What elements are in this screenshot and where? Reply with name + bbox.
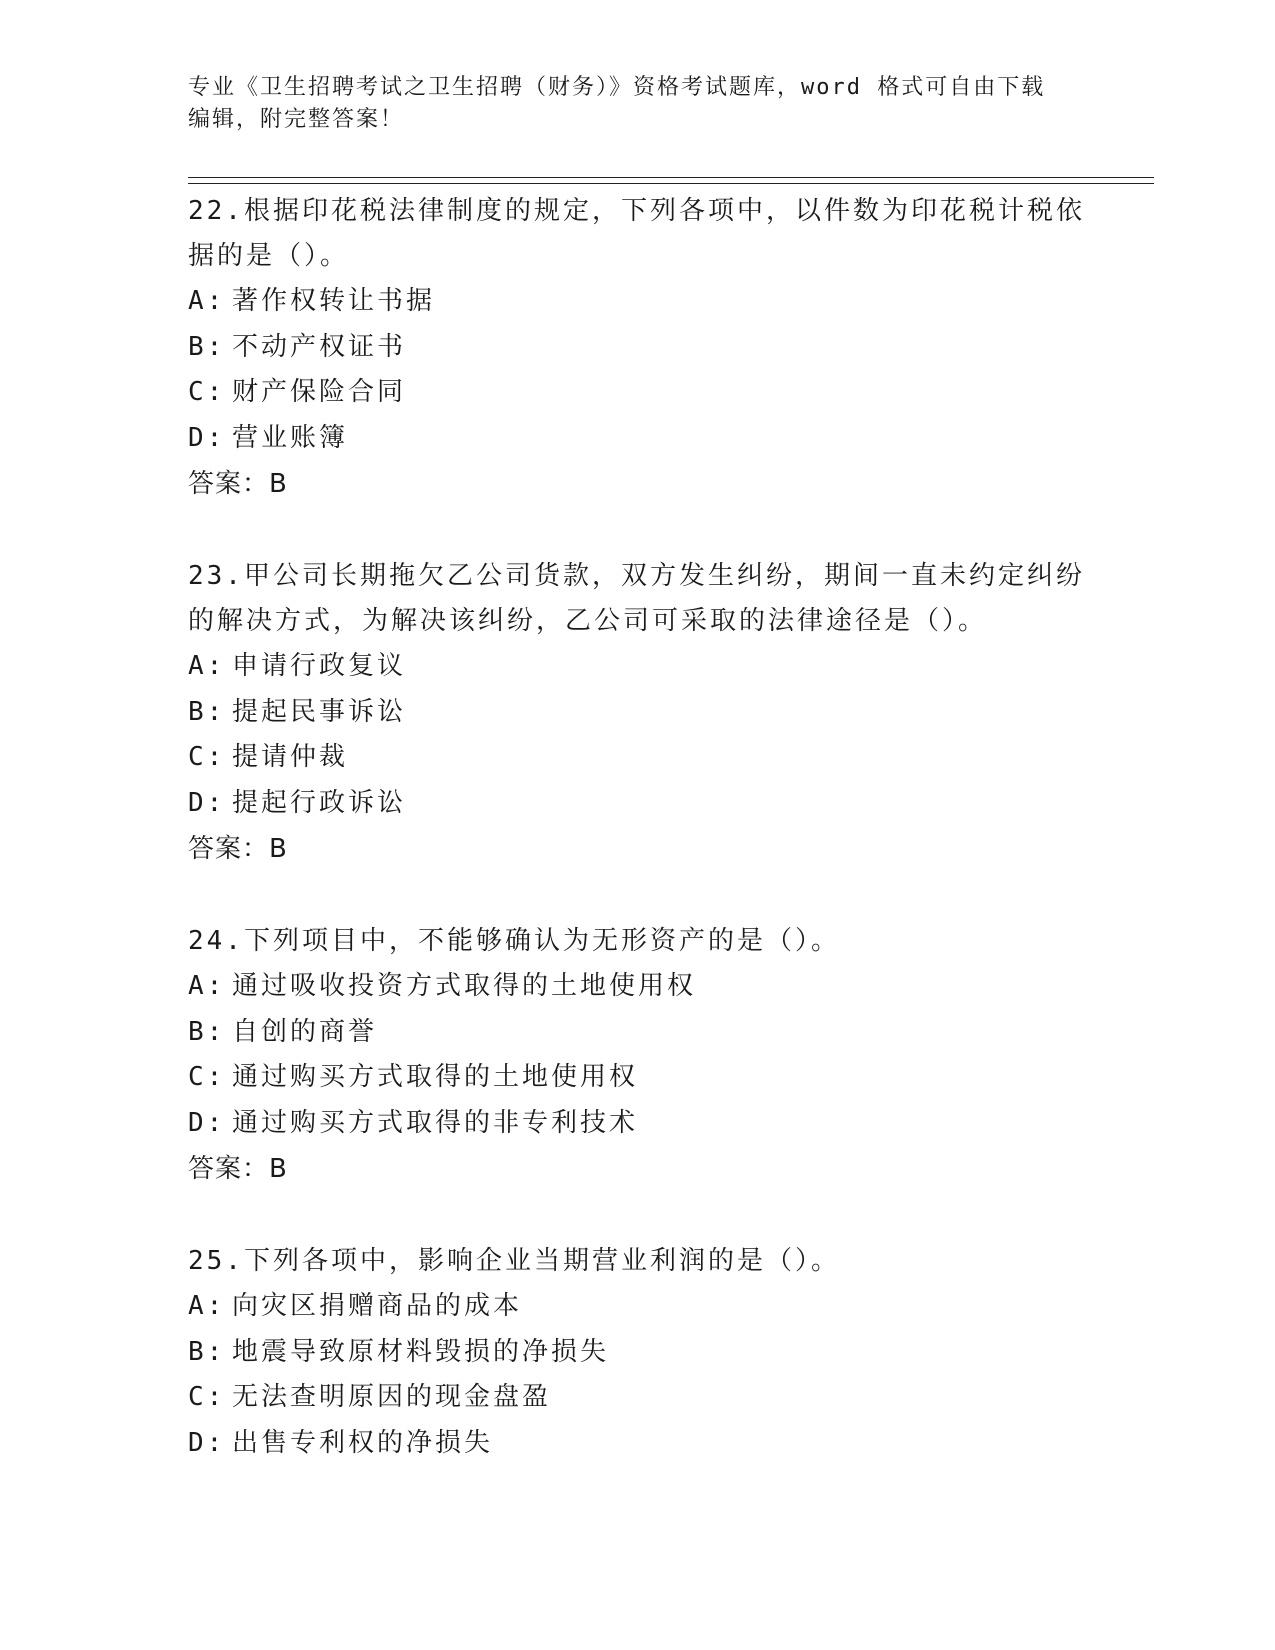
option-letter: C:	[188, 1062, 226, 1092]
option-text: 营业账簿	[232, 422, 349, 453]
option-text: 提起行政诉讼	[232, 787, 407, 818]
option-text: 通过吸收投资方式取得的土地使用权	[232, 971, 697, 1001]
option-text: 向灾区捐赠商品的成本	[232, 1291, 523, 1321]
option-c	[188, 1375, 1088, 1421]
option-text: 申请行政复议	[232, 651, 407, 681]
answer-label: 答案：B	[188, 469, 288, 499]
option-letter: D:	[188, 787, 226, 818]
option-b	[188, 1010, 1088, 1056]
header-divider-top	[188, 177, 1154, 178]
option-letter: C:	[188, 377, 226, 407]
option-letter: B:	[188, 331, 226, 362]
option-d	[188, 781, 1088, 827]
question-24	[188, 919, 1088, 1192]
question-stem-line-1: 24.下列项目中，不能够确认为无形资产的是（）。	[188, 926, 840, 956]
option-text: 不动产权证书	[232, 331, 407, 362]
answer-label: 答案：B	[188, 834, 288, 864]
question-stem-line-1: 23.甲公司长期拖欠乙公司货款，双方发生纠纷，期间一直未约定纠纷	[188, 561, 1085, 591]
option-letter: C:	[188, 742, 226, 772]
option-letter: A:	[188, 651, 226, 681]
option-text: 出售专利权的净损失	[232, 1427, 494, 1458]
option-letter: D:	[188, 422, 226, 453]
option-c	[188, 370, 1088, 416]
option-letter: B:	[188, 1336, 226, 1367]
answer-label: 答案：B	[188, 1154, 288, 1184]
header-divider-bottom	[188, 183, 1154, 184]
option-d	[188, 1421, 1088, 1467]
question-22	[188, 189, 1088, 507]
document-header	[188, 72, 1068, 136]
header-line-2: 编辑，附完整答案！	[188, 107, 405, 132]
option-text: 提起民事诉讼	[232, 696, 407, 727]
option-letter: C:	[188, 1382, 226, 1412]
header-line-1: 专业《卫生招聘考试之卫生招聘（财务）》资格考试题库，word 格式可自由下载	[188, 75, 1046, 100]
option-text: 通过购买方式取得的非专利技术	[232, 1107, 639, 1138]
option-text: 财产保险合同	[232, 377, 407, 407]
option-b	[188, 325, 1088, 371]
question-stem-line-2: 据的是（）。	[188, 241, 350, 271]
question-stem-line-2: 的解决方式，为解决该纠纷，乙公司可采取的法律途径是（）。	[188, 606, 988, 636]
option-letter: A:	[188, 1291, 226, 1321]
question-stem-line-1: 22.根据印花税法律制度的规定，下列各项中，以件数为印花税计税依	[188, 196, 1085, 226]
question-23	[188, 554, 1088, 872]
question-25	[188, 1239, 1088, 1466]
option-b	[188, 1330, 1088, 1376]
option-a	[188, 644, 1088, 690]
option-letter: A:	[188, 286, 226, 316]
option-text: 通过购买方式取得的土地使用权	[232, 1062, 639, 1092]
option-a	[188, 1284, 1088, 1330]
option-d	[188, 416, 1088, 462]
option-text: 著作权转让书据	[232, 286, 436, 316]
option-letter: D:	[188, 1107, 226, 1138]
option-text: 自创的商誉	[232, 1016, 378, 1047]
option-b	[188, 690, 1088, 736]
option-text: 提请仲裁	[232, 742, 349, 772]
option-text: 地震导致原材料毁损的净损失	[232, 1336, 610, 1367]
option-d	[188, 1101, 1088, 1147]
option-letter: B:	[188, 696, 226, 727]
option-c	[188, 1055, 1088, 1101]
option-text: 无法查明原因的现金盘盈	[232, 1382, 552, 1412]
option-letter: D:	[188, 1427, 226, 1458]
option-letter: A:	[188, 971, 226, 1001]
option-letter: B:	[188, 1016, 226, 1047]
option-a	[188, 279, 1088, 325]
question-stem-line-1: 25.下列各项中，影响企业当期营业利润的是（）。	[188, 1246, 840, 1276]
option-c	[188, 735, 1088, 781]
option-a	[188, 964, 1088, 1010]
